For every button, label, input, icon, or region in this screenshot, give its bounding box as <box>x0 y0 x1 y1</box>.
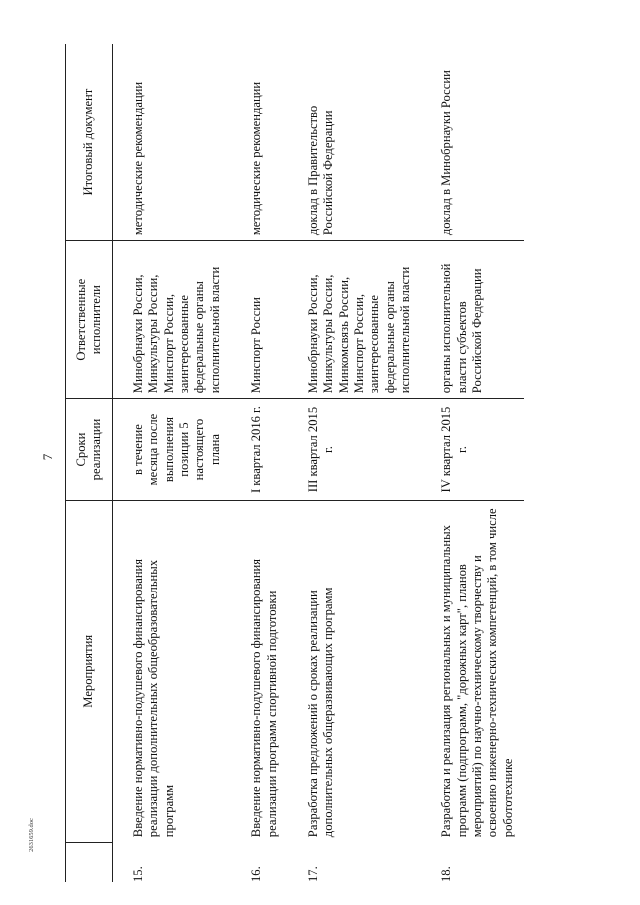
row-number: 18. <box>439 866 454 882</box>
table-header-row <box>66 44 113 882</box>
row-document: доклад в Минобрнауки России <box>421 44 524 241</box>
header-events: Мероприятия <box>66 500 113 842</box>
row-number: 17. <box>305 866 320 882</box>
row-term: IV квартал 2015 г. <box>421 399 524 501</box>
row-event: Введение нормативно-подушевого финансирования реализации дополнительных общеобразовательных программ <box>131 558 176 838</box>
row-event: Разработка и реализация региональных и муниципальных программ (подпрограмм, "дорожных карт", планов мероприятий) по научно-техническому творчеству и освоению инженерно-технических компетенций, в том числе робототехнике <box>439 508 515 838</box>
page-number: 7 <box>40 453 55 461</box>
row-document: доклад в Правительство Российской Федерации <box>288 44 422 241</box>
file-name-footer: 2631659.doc <box>28 818 35 852</box>
row-responsible: Минобрнауки России, Минкультуры России, Минспорт России, заинтересованные федеральные органы исполнительной власти <box>113 241 232 399</box>
row-responsible: Минобрнауки России, Минкультуры России, Минкомсвязь России, Минспорт России, заинтересованные федеральные органы исполнительной власти <box>288 241 422 399</box>
row-document: методические рекомендации <box>113 44 232 241</box>
row-number: 15. <box>131 866 145 882</box>
row-term: III квартал 2015 г. <box>288 399 422 501</box>
row-document: методические рекомендации <box>231 44 288 241</box>
table-row <box>288 44 422 882</box>
header-final-document: Итоговый документ <box>66 44 113 241</box>
row-number: 16. <box>249 866 264 882</box>
row-term: I квартал 2016 г. <box>231 399 288 501</box>
header-terms: Сроки реализации <box>66 399 113 501</box>
row-event: Введение нормативно-подушевого финансирования реализации программ спортивной подготовки <box>249 558 279 838</box>
row-term: в течение месяца после выполнения позиции 5 настоящего плана <box>113 399 232 501</box>
table-row <box>231 44 288 882</box>
row-event: Разработка предложений о сроках реализации дополнительных общеразвивающих программ <box>305 587 336 838</box>
table-row <box>421 44 524 882</box>
action-plan-table <box>65 44 524 882</box>
row-responsible: Минспорт России <box>231 241 288 399</box>
table-row <box>113 44 232 882</box>
rotated-table-sheet <box>65 42 565 882</box>
header-responsible: Ответственные исполнители <box>66 241 113 399</box>
header-number <box>66 842 113 882</box>
row-responsible: органы исполнительной власти субъектов Российской Федерации <box>421 241 524 399</box>
